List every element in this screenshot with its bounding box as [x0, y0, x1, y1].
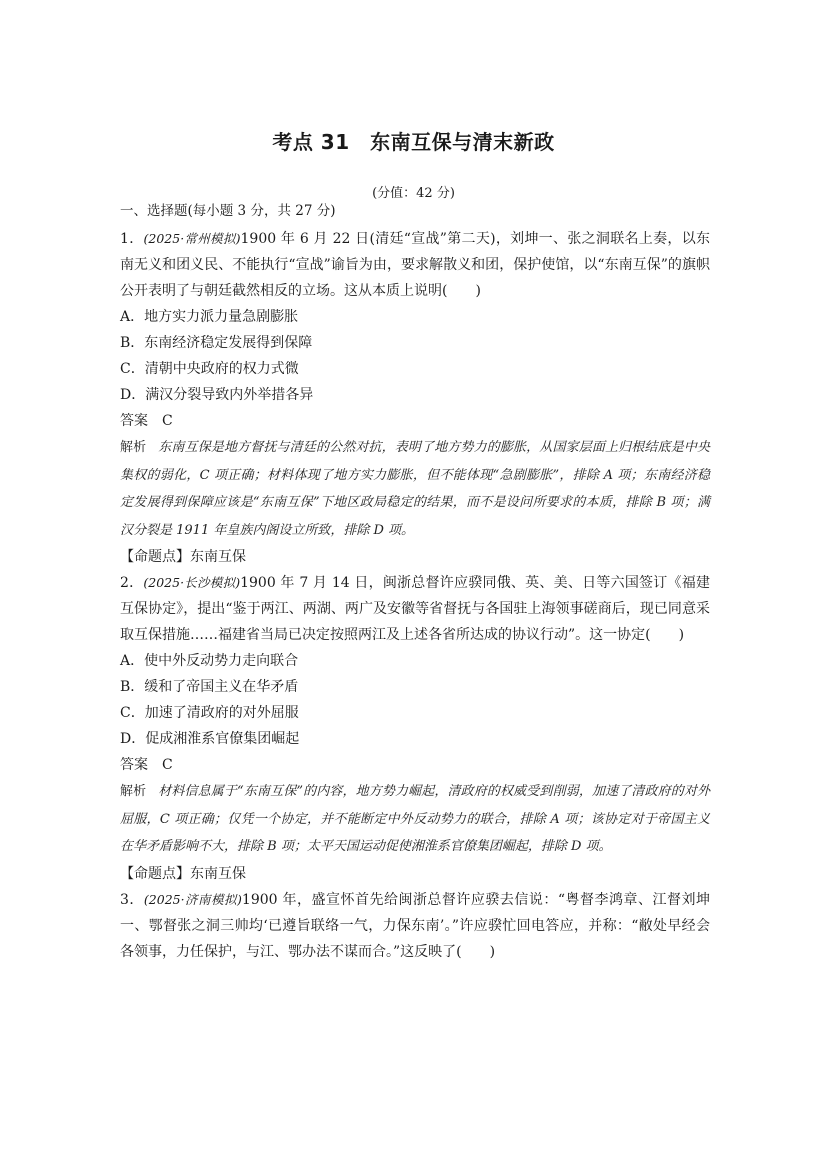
option-d: D．满汉分裂导致内外举措各异 [120, 387, 314, 403]
question-text: 1900 年 6 月 22 日(清廷“宣战”第二天)，刘坤一、张之洞联名上奏，以东南无义和团义民、不能执行“宣战”谕旨为由，要求解散义和团，保护使馆，以“东南互保”的旗帜公开表明了与朝廷截然相反的立场。这从本质上说明( ) [120, 231, 710, 299]
content [120, 200, 710, 965]
section-heading: 一、选择题(每小题 3 分，共 27 分) [120, 203, 336, 219]
explanation [120, 434, 710, 544]
question-number: 3． [120, 891, 144, 908]
answer [120, 752, 710, 778]
explanation-text: 东南互保是地方督抚与清廷的公然对抗，表明了地方势力的膨胀，从国家层面上归根结底是中央集权的弱化，C 项正确；材料体现了地方实力膨胀，但不能体现“急剧膨胀”，排除 A 项；东南经济稳定发展得到保障应该是“东南互保”下地区政局稳定的结果，而不是设问所要求的本质，排除 B 项；满汉分裂是 1911 年皇族内阁设立所致，排除 D 项。 [120, 440, 710, 538]
option-b: B．缓和了帝国主义在华矛盾 [120, 679, 299, 695]
answer-label: 答案 [120, 757, 148, 773]
question-text: 1900 年 7 月 14 日，闽浙总督许应骙同俄、英、美、日等六国签订《福建互保协定》，提出“鉴于两江、两湖、两广及安徽等省督抚与各国驻上海领事磋商后，现已同意采取互保措施……福建省当局已决定按照两江及上述各省所达成的协议行动”。这一协定( ) [120, 575, 710, 643]
question-number: 2． [120, 575, 144, 591]
answer-label: 答案 [120, 413, 148, 429]
answer-value: C [162, 757, 173, 773]
question-2 [120, 570, 710, 887]
explanation-label: 解析 [120, 784, 147, 799]
option-c: C．清朝中央政府的权力式微 [120, 361, 299, 377]
score-note: (分值：42 分) [372, 186, 455, 201]
question-3 [120, 887, 710, 965]
question-stem [120, 887, 710, 965]
question-text: 1900 年，盛宣怀首先给闽浙总督许应骙去信说：“粤督李鸿章、江督刘坤一、鄂督张之洞三帅均‘已遵旨联络一气，力保东南’。”许应骙忙回电答应，并称：“敝处早经会各领事，力任保护，与江、鄂办法不谋而合。”这反映了( ) [120, 891, 710, 960]
question-number: 1． [120, 231, 144, 247]
option-a: A．地方实力派力量急剧膨胀 [120, 309, 299, 325]
question-source: (2025·长沙模拟) [143, 575, 241, 590]
explanation-text: 材料信息属于“东南互保”的内容，地方势力崛起，清政府的权威受到削弱，加速了清政府的对外屈服，C 项正确；仅凭一个协定，并不能断定中外反动势力的联合，排除 A 项；该协定对于帝国主义在华矛盾影响不大，排除 B 项；太平天国运动促使湘淮系官僚集团崛起，排除 D 项。 [120, 784, 710, 854]
explanation [120, 778, 710, 861]
option-d: D．促成湘淮系官僚集团崛起 [120, 731, 300, 747]
topic-tag: 【命题点】东南互保 [120, 549, 246, 565]
explanation-label: 解析 [120, 440, 147, 455]
question-stem [120, 570, 710, 648]
option-c: C．加速了清政府的对外屈服 [120, 705, 299, 721]
question-source: (2025·常州模拟) [143, 231, 241, 246]
question-source: (2025·济南模拟) [143, 891, 242, 907]
topic-tag: 【命题点】东南互保 [120, 865, 246, 882]
question-1 [120, 226, 710, 570]
option-a: A．使中外反动势力走向联合 [120, 653, 299, 669]
option-b: B．东南经济稳定发展得到保障 [120, 335, 313, 351]
question-stem [120, 226, 710, 304]
page-title: 考点 31 东南互保与清末新政 [272, 130, 555, 154]
answer [120, 408, 710, 434]
answer-value: C [162, 413, 173, 429]
